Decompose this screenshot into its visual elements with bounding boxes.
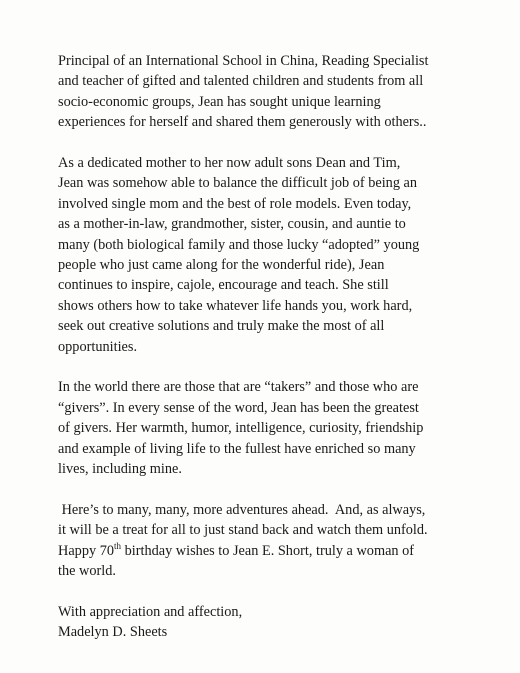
birthday-text-end: birthday wishes to Jean E. Short, truly a woman of xyxy=(121,542,415,559)
text-line: many (both biological family and those lucky “adopted” young xyxy=(58,236,420,253)
text-line: shows others how to take whatever life hands you, work hard, xyxy=(58,297,413,314)
text-line: experiences for herself and shared them generously with others.. xyxy=(58,114,427,131)
text-line: involved single mom and the best of role models. Even today, xyxy=(58,195,412,212)
text-line: as a mother-in-law, grandmother, sister, cousin, and auntie to xyxy=(58,216,406,233)
birthday-text-start: Happy 70 xyxy=(58,542,114,559)
text-line: In the world there are those that are “takers” and those who are xyxy=(58,379,419,396)
paragraph-intro xyxy=(58,51,500,133)
text-line: people who just came along for the wonderful ride), Jean xyxy=(58,257,385,274)
paragraph-givers xyxy=(58,377,500,479)
text-line: and example of living life to the fullest have enriched so many xyxy=(58,440,416,457)
text-line: As a dedicated mother to her now adult sons Dean and Tim, xyxy=(58,155,401,172)
signature-name: Madelyn D. Sheets xyxy=(58,624,168,641)
text-line: “givers”. In every sense of the word, Jean has been the greatest xyxy=(58,399,419,416)
text-line: it will be a treat for all to just stand back and watch them unfold. xyxy=(58,522,428,539)
text-line: continues to inspire, cajole, encourage and teach. She still xyxy=(58,277,389,294)
ordinal-suffix: th xyxy=(114,540,122,551)
salutation: With appreciation and affection, xyxy=(58,603,243,620)
text-line: lives, including mine. xyxy=(58,461,182,478)
text-line: Here’s to many, many, more adventures ahead. And, as always, xyxy=(58,501,426,518)
paragraph-birthday xyxy=(58,500,500,582)
paragraph-mother xyxy=(58,153,500,357)
text-line: Jean was somehow able to balance the difficult job of being an xyxy=(58,175,418,192)
text-line: the world. xyxy=(58,563,116,580)
text-line: opportunities. xyxy=(58,338,138,355)
text-line: socio-economic groups, Jean has sought unique learning xyxy=(58,93,381,110)
text-line: Principal of an International School in China, Reading Specialist xyxy=(58,53,429,69)
text-line: and teacher of gifted and talented children and students from all xyxy=(58,73,424,90)
text-line: of givers. Her warmth, humor, intelligence, curiosity, friendship xyxy=(58,420,424,437)
letter-body xyxy=(58,51,500,643)
birthday-line xyxy=(58,541,500,561)
text-line: seek out creative solutions and truly make the most of all xyxy=(58,318,385,335)
signoff xyxy=(58,602,500,643)
